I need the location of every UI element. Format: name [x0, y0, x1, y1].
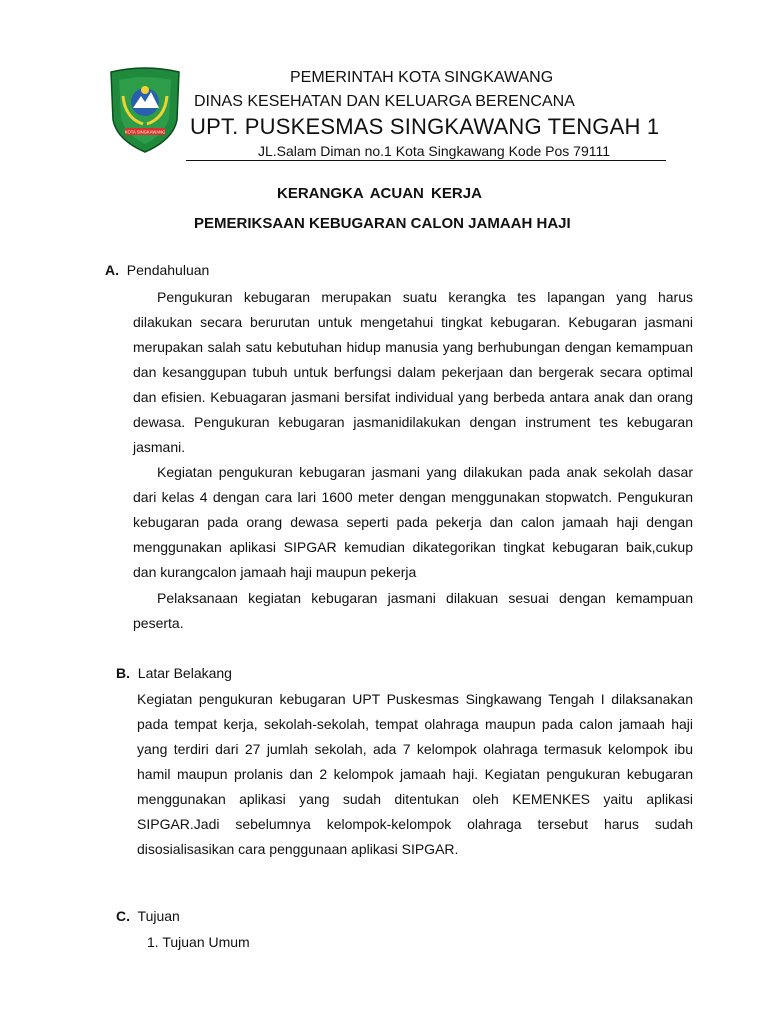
section-c-item-1: 1. Tujuan Umum: [147, 934, 250, 950]
section-a-title: Pendahuluan: [126, 262, 210, 278]
section-c-marker: C.: [116, 908, 130, 924]
letterhead-line-3: UPT. PUSKESMAS SINGKAWANG TENGAH 1: [190, 114, 660, 139]
section-a-paragraph-3: Pelaksanaan kegiatan kebugaran jasmani dilakuan sesuai dengan kemampuan peserta.: [133, 590, 693, 631]
section-a-paragraph-2: Kegiatan pengukuran kebugaran jasmani yang dilakukan pada anak sekolah dasar dari kelas 4 dengan cara lari 1600 meter dengan menggunakan stopwatch. Pengukuran kebugaran pada orang dewasa seperti pada pekerja dan calon jamaah haji dengan menggunakan aplikasi SIPGAR kemudian dikategorikan tingkat kebugaran baik,cukup dan kurangcalon jamaah haji maupun pekerja: [133, 464, 693, 580]
section-b-paragraph-1: Kegiatan pengukuran kebugaran UPT Puskesmas Singkawang Tengah I dilaksanakan pada tempat kerja, sekolah-sekolah, tempat olahraga maupun pada calon jamaah haji yang terdiri dari 27 jumlah sekolah, ada 7 kelompok olahraga termasuk kelompok ibu hamil maupun prolanis dan 2 kelompok jamaah haji. Kegiatan pengukuran kebugaran menggunakan aplikasi yang sudah ditentukan oleh KEMENKES yaitu aplikasi SIPGAR.Jadi sebelumnya kelompok-kelompok olahraga tersebut harus sudah disosialisasikan cara penggunaan aplikasi SIPGAR.: [137, 691, 693, 857]
letterhead-divider: [186, 160, 666, 161]
section-a-marker: A.: [105, 262, 119, 278]
section-c-heading: [116, 908, 180, 924]
letterhead-address: JL.Salam Diman no.1 Kota Singkawang Kode Pos 79111: [258, 143, 611, 159]
letterhead-line-2: DINAS KESEHATAN DAN KELUARGA BERENCANA: [194, 93, 575, 110]
logo-banner-text: KOTA SINGKAWANG: [124, 129, 166, 135]
letterhead-line-1: PEMERINTAH KOTA SINGKAWANG: [290, 69, 554, 86]
document-subtitle: PEMERIKSAAN KEBUGARAN CALON JAMAAH HAJI: [194, 215, 571, 232]
section-a-heading: [105, 262, 209, 278]
section-b-title: Latar Belakang: [137, 665, 232, 681]
section-b-heading: [116, 665, 232, 681]
section-b-marker: B.: [116, 665, 130, 681]
document-title: KERANGKA ACUAN KERJA: [277, 185, 482, 202]
section-a-paragraph-1: Pengukuran kebugaran merupakan suatu kerangka tes lapangan yang harus dilakukan secara berurutan untuk mengetahui tingkat kebugaran. Kebugaran jasmani merupakan salah satu kebutuhan hidup manusia yang berhubungan dengan kemampuan dan kesanggupan tubuh untuk berfungsi dalam pekerjaan dan bergerak secara optimal dan efisien. Kebuagaran jasmani bersifat individual yang berbeda antara anak dan orang dewasa. Pengukuran kebugaran jasmanidilakukan dengan instrument tes kebugaran jasmani.: [133, 289, 693, 455]
city-crest-icon: [105, 66, 185, 156]
section-c-title: Tujuan: [137, 908, 180, 924]
